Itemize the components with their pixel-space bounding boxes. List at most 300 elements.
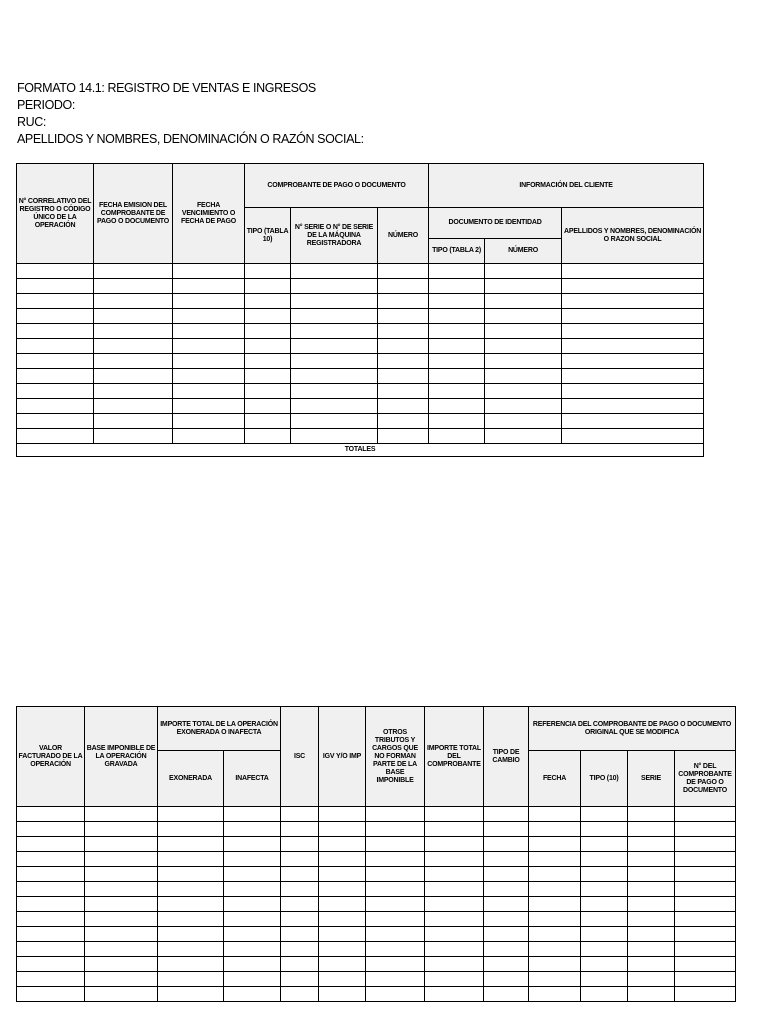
table-cell xyxy=(425,882,484,897)
table-row xyxy=(17,339,704,354)
table-cell xyxy=(581,912,628,927)
table-cell xyxy=(429,384,485,399)
table-cell xyxy=(562,279,704,294)
table-cell xyxy=(378,384,429,399)
table-cell xyxy=(484,972,529,987)
table-cell xyxy=(158,942,224,957)
table-cell xyxy=(484,822,529,837)
table-cell xyxy=(245,264,291,279)
table-cell xyxy=(281,837,319,852)
table-cell xyxy=(319,957,366,972)
col-numero: NÚMERO xyxy=(378,208,429,264)
table-cell xyxy=(85,897,158,912)
group-informacion-cliente: INFORMACIÓN DEL CLIENTE xyxy=(429,164,704,208)
table-cell xyxy=(319,927,366,942)
table-cell xyxy=(429,294,485,309)
table-cell xyxy=(378,414,429,429)
table-cell xyxy=(675,927,736,942)
ventas-table xyxy=(16,163,704,457)
table-cell xyxy=(281,927,319,942)
col-igv: IGV Y/O IMP xyxy=(319,707,366,807)
table-cell xyxy=(158,897,224,912)
table-cell xyxy=(281,942,319,957)
table-cell xyxy=(378,369,429,384)
table-cell xyxy=(378,324,429,339)
table-cell xyxy=(485,384,562,399)
table-cell xyxy=(85,807,158,822)
table-cell xyxy=(429,264,485,279)
table-cell xyxy=(319,822,366,837)
table-cell xyxy=(581,972,628,987)
table-cell xyxy=(17,912,85,927)
table-cell xyxy=(529,867,581,882)
col-doc-tipo: TIPO (TABLA 2) xyxy=(429,239,485,264)
col-base-imponible: BASE IMPONIBLE DE LA OPERACIÓN GRAVADA xyxy=(85,707,158,807)
table-cell xyxy=(484,957,529,972)
table-cell xyxy=(291,264,378,279)
table-cell xyxy=(224,852,281,867)
table-cell xyxy=(581,897,628,912)
table-row xyxy=(17,942,736,957)
table-cell xyxy=(378,429,429,444)
table-cell xyxy=(291,339,378,354)
table-cell xyxy=(425,837,484,852)
table-cell xyxy=(366,882,425,897)
table-cell xyxy=(581,807,628,822)
table-cell xyxy=(628,837,675,852)
table-row xyxy=(17,399,704,414)
form-header xyxy=(17,80,364,148)
table-cell xyxy=(173,324,245,339)
table-cell xyxy=(581,822,628,837)
table-cell xyxy=(224,867,281,882)
table-cell xyxy=(173,399,245,414)
table-cell xyxy=(281,957,319,972)
table-cell xyxy=(485,339,562,354)
table-cell xyxy=(158,957,224,972)
table-cell xyxy=(484,927,529,942)
col-inafecta: INAFECTA xyxy=(224,751,281,807)
table-row xyxy=(17,279,704,294)
table-cell xyxy=(319,972,366,987)
table-cell xyxy=(17,354,94,369)
table-cell xyxy=(17,279,94,294)
table-cell xyxy=(429,414,485,429)
table-cell xyxy=(581,882,628,897)
table-cell xyxy=(281,897,319,912)
table-cell xyxy=(562,399,704,414)
col-tipo-tabla10: TIPO (TABLA 10) xyxy=(245,208,291,264)
table-cell xyxy=(224,822,281,837)
table-cell xyxy=(529,822,581,837)
table-cell xyxy=(17,837,85,852)
table-cell xyxy=(675,822,736,837)
table-cell xyxy=(628,867,675,882)
table-cell xyxy=(17,927,85,942)
table-cell xyxy=(562,429,704,444)
table-cell xyxy=(245,309,291,324)
group-importe-exonerada: IMPORTE TOTAL DE LA OPERACIÓN EXONERADA O INAFECTA xyxy=(158,707,281,751)
table-cell xyxy=(281,912,319,927)
table-cell xyxy=(425,957,484,972)
table-cell xyxy=(628,852,675,867)
table-cell xyxy=(291,384,378,399)
table-cell xyxy=(173,384,245,399)
table-cell xyxy=(675,897,736,912)
table-cell xyxy=(17,294,94,309)
group-comprobante: COMPROBANTE DE PAGO O DOCUMENTO xyxy=(245,164,429,208)
table-row xyxy=(17,822,736,837)
table-cell xyxy=(85,837,158,852)
ruc-label: RUC: xyxy=(17,115,46,129)
table-row xyxy=(17,807,736,822)
table-cell xyxy=(485,369,562,384)
table-cell xyxy=(485,429,562,444)
table-cell xyxy=(224,942,281,957)
group-referencia: REFERENCIA DEL COMPROBANTE DE PAGO O DOCUMENTO ORIGINAL QUE SE MODIFICA xyxy=(529,707,736,751)
table-cell xyxy=(319,852,366,867)
table-row xyxy=(17,369,704,384)
table-cell xyxy=(173,339,245,354)
table-cell xyxy=(245,384,291,399)
table-cell xyxy=(17,324,94,339)
col-ref-fecha: FECHA xyxy=(529,751,581,807)
importes-table-body xyxy=(17,807,736,1002)
periodo-label: PERIODO: xyxy=(17,98,75,112)
table-cell xyxy=(366,897,425,912)
table-cell xyxy=(281,867,319,882)
table-cell xyxy=(562,294,704,309)
table-cell xyxy=(291,369,378,384)
table-cell xyxy=(94,264,173,279)
table-cell xyxy=(94,309,173,324)
col-fecha-vencimiento: FECHA VENCIMIENTO O FECHA DE PAGO xyxy=(173,164,245,264)
table-cell xyxy=(158,912,224,927)
table-cell xyxy=(429,309,485,324)
table-cell xyxy=(94,294,173,309)
col-ref-serie: SERIE xyxy=(628,751,675,807)
table-cell xyxy=(529,942,581,957)
table-cell xyxy=(378,294,429,309)
table-cell xyxy=(94,399,173,414)
table-cell xyxy=(675,852,736,867)
table-row xyxy=(17,882,736,897)
table-cell xyxy=(529,882,581,897)
table-row xyxy=(17,264,704,279)
totales-row: TOTALES xyxy=(17,444,704,457)
table-cell xyxy=(173,369,245,384)
table-cell xyxy=(581,852,628,867)
col-ref-numero: N° DEL COMPROBANTE DE PAGO O DOCUMENTO xyxy=(675,751,736,807)
table-cell xyxy=(675,882,736,897)
table-cell xyxy=(485,279,562,294)
table-cell xyxy=(17,972,85,987)
table-cell xyxy=(378,399,429,414)
table-cell xyxy=(366,807,425,822)
table-cell xyxy=(378,354,429,369)
table-cell xyxy=(17,942,85,957)
table-cell xyxy=(245,354,291,369)
table-cell xyxy=(158,927,224,942)
table-cell xyxy=(94,339,173,354)
table-cell xyxy=(281,882,319,897)
table-cell xyxy=(85,957,158,972)
table-cell xyxy=(562,309,704,324)
table-cell xyxy=(245,369,291,384)
table-cell xyxy=(485,414,562,429)
table-cell xyxy=(17,822,85,837)
table-row xyxy=(17,294,704,309)
table-cell xyxy=(17,957,85,972)
table-cell xyxy=(529,912,581,927)
table-cell xyxy=(94,369,173,384)
table-cell xyxy=(628,942,675,957)
table-cell xyxy=(425,897,484,912)
table-cell xyxy=(173,414,245,429)
table-cell xyxy=(17,807,85,822)
table-cell xyxy=(425,822,484,837)
table-cell xyxy=(378,339,429,354)
table-cell xyxy=(562,354,704,369)
table-cell xyxy=(562,384,704,399)
table-cell xyxy=(224,837,281,852)
table-cell xyxy=(581,837,628,852)
table-cell xyxy=(675,987,736,1002)
table-cell xyxy=(581,927,628,942)
table-row xyxy=(17,309,704,324)
table-cell xyxy=(484,987,529,1002)
table-cell xyxy=(562,339,704,354)
table-cell xyxy=(581,957,628,972)
table-row xyxy=(17,897,736,912)
table-cell xyxy=(245,279,291,294)
table-cell xyxy=(484,837,529,852)
table-cell xyxy=(378,264,429,279)
table-cell xyxy=(628,912,675,927)
table-cell xyxy=(17,852,85,867)
col-importe-total: IMPORTE TOTAL DEL COMPROBANTE xyxy=(425,707,484,807)
table-cell xyxy=(17,384,94,399)
table-cell xyxy=(224,987,281,1002)
table-cell xyxy=(485,354,562,369)
table-cell xyxy=(366,957,425,972)
table-cell xyxy=(366,942,425,957)
table-cell xyxy=(425,942,484,957)
table-row xyxy=(17,324,704,339)
table-cell xyxy=(291,279,378,294)
table-cell xyxy=(158,822,224,837)
table-cell xyxy=(529,957,581,972)
table-cell xyxy=(319,912,366,927)
table-cell xyxy=(429,369,485,384)
table-cell xyxy=(173,264,245,279)
table-cell xyxy=(628,882,675,897)
table-cell xyxy=(85,852,158,867)
table-cell xyxy=(425,987,484,1002)
table-cell xyxy=(85,882,158,897)
table-cell xyxy=(484,807,529,822)
table-cell xyxy=(485,399,562,414)
col-serie: N° SERIE O N° DE SERIE DE LA MÁQUINA REGISTRADORA xyxy=(291,208,378,264)
table-cell xyxy=(281,852,319,867)
table-cell xyxy=(429,339,485,354)
form-title: FORMATO 14.1: REGISTRO DE VENTAS E INGRESOS xyxy=(17,81,316,95)
table-cell xyxy=(366,987,425,1002)
group-documento-identidad: DOCUMENTO DE IDENTIDAD xyxy=(429,208,562,239)
table-cell xyxy=(378,279,429,294)
table-row xyxy=(17,987,736,1002)
table-cell xyxy=(281,807,319,822)
table-cell xyxy=(94,279,173,294)
table-cell xyxy=(628,822,675,837)
col-ref-tipo: TIPO (10) xyxy=(581,751,628,807)
table-cell xyxy=(291,324,378,339)
table-cell xyxy=(224,807,281,822)
table-cell xyxy=(628,807,675,822)
table-cell xyxy=(529,972,581,987)
table-cell xyxy=(425,867,484,882)
col-otros-tributos: OTROS TRIBUTOS Y CARGOS QUE NO FORMAN PARTE DE LA BASE IMPONIBLE xyxy=(366,707,425,807)
table-cell xyxy=(173,309,245,324)
table-cell xyxy=(281,987,319,1002)
table-cell xyxy=(158,987,224,1002)
table-cell xyxy=(319,867,366,882)
table-cell xyxy=(224,882,281,897)
table-cell xyxy=(85,942,158,957)
table-cell xyxy=(158,972,224,987)
table-cell xyxy=(17,867,85,882)
table-cell xyxy=(94,384,173,399)
table-cell xyxy=(628,927,675,942)
table-cell xyxy=(485,264,562,279)
table-cell xyxy=(628,972,675,987)
table-cell xyxy=(291,414,378,429)
table-cell xyxy=(484,942,529,957)
table-row xyxy=(17,414,704,429)
table-cell xyxy=(85,987,158,1002)
table-row xyxy=(17,927,736,942)
table-cell xyxy=(94,429,173,444)
table-cell xyxy=(85,972,158,987)
table-cell xyxy=(173,279,245,294)
table-cell xyxy=(675,972,736,987)
table-row xyxy=(17,957,736,972)
table-cell xyxy=(224,927,281,942)
table-row xyxy=(17,384,704,399)
table-cell xyxy=(245,429,291,444)
table-cell xyxy=(158,882,224,897)
table-cell xyxy=(291,429,378,444)
table-cell xyxy=(17,987,85,1002)
table-cell xyxy=(675,942,736,957)
table-cell xyxy=(562,264,704,279)
table-row xyxy=(17,852,736,867)
table-cell xyxy=(319,987,366,1002)
table-cell xyxy=(562,414,704,429)
table-cell xyxy=(425,807,484,822)
table-cell xyxy=(85,867,158,882)
table-cell xyxy=(581,867,628,882)
table-cell xyxy=(529,837,581,852)
table-cell xyxy=(485,294,562,309)
table-cell xyxy=(224,912,281,927)
table-cell xyxy=(675,912,736,927)
table-cell xyxy=(158,807,224,822)
table-cell xyxy=(529,852,581,867)
table-cell xyxy=(319,837,366,852)
col-isc: ISC xyxy=(281,707,319,807)
table-cell xyxy=(291,309,378,324)
col-correlativo: N° CORRELATIVO DEL REGISTRO O CÓDIGO ÚNICO DE LA OPERACIÓN xyxy=(17,164,94,264)
table-row xyxy=(17,837,736,852)
table-cell xyxy=(366,972,425,987)
table-cell xyxy=(281,822,319,837)
table-cell xyxy=(429,354,485,369)
table-cell xyxy=(425,927,484,942)
table-cell xyxy=(581,987,628,1002)
table-cell xyxy=(366,837,425,852)
table-cell xyxy=(17,339,94,354)
table-cell xyxy=(628,957,675,972)
table-cell xyxy=(94,354,173,369)
table-cell xyxy=(319,807,366,822)
table-cell xyxy=(425,912,484,927)
table-cell xyxy=(484,897,529,912)
table-cell xyxy=(366,822,425,837)
table-cell xyxy=(281,972,319,987)
table-cell xyxy=(628,987,675,1002)
table-cell xyxy=(291,399,378,414)
table-cell xyxy=(378,309,429,324)
table-cell xyxy=(245,414,291,429)
table-row xyxy=(17,429,704,444)
table-cell xyxy=(17,369,94,384)
table-cell xyxy=(319,882,366,897)
importes-table xyxy=(16,706,736,1002)
table-cell xyxy=(224,897,281,912)
table-cell xyxy=(158,852,224,867)
table-cell xyxy=(425,972,484,987)
table-cell xyxy=(173,429,245,444)
table-cell xyxy=(291,294,378,309)
table-cell xyxy=(17,414,94,429)
table-cell xyxy=(484,867,529,882)
table-cell xyxy=(485,324,562,339)
col-exonerada: EXONERADA xyxy=(158,751,224,807)
table-cell xyxy=(562,324,704,339)
table-cell xyxy=(224,957,281,972)
col-tipo-cambio: TIPO DE CAMBIO xyxy=(484,707,529,807)
table-cell xyxy=(562,369,704,384)
razon-social-label: APELLIDOS Y NOMBRES, DENOMINACIÓN O RAZÓN SOCIAL: xyxy=(17,132,364,146)
table-cell xyxy=(158,837,224,852)
table-cell xyxy=(484,852,529,867)
table-cell xyxy=(245,294,291,309)
table-cell xyxy=(429,429,485,444)
table-cell xyxy=(675,807,736,822)
col-fecha-emision: FECHA EMISION DEL COMPROBANTE DE PAGO O DOCUMENTO xyxy=(94,164,173,264)
table-cell xyxy=(94,414,173,429)
table-cell xyxy=(529,927,581,942)
table-cell xyxy=(529,897,581,912)
table-cell xyxy=(425,852,484,867)
table-cell xyxy=(158,867,224,882)
col-cliente-nombre: APELLIDOS Y NOMBRES, DENOMINACIÓN O RAZON SOCIAL xyxy=(562,208,704,264)
table-cell xyxy=(245,324,291,339)
table-cell xyxy=(319,897,366,912)
table-row xyxy=(17,912,736,927)
table-cell xyxy=(366,912,425,927)
